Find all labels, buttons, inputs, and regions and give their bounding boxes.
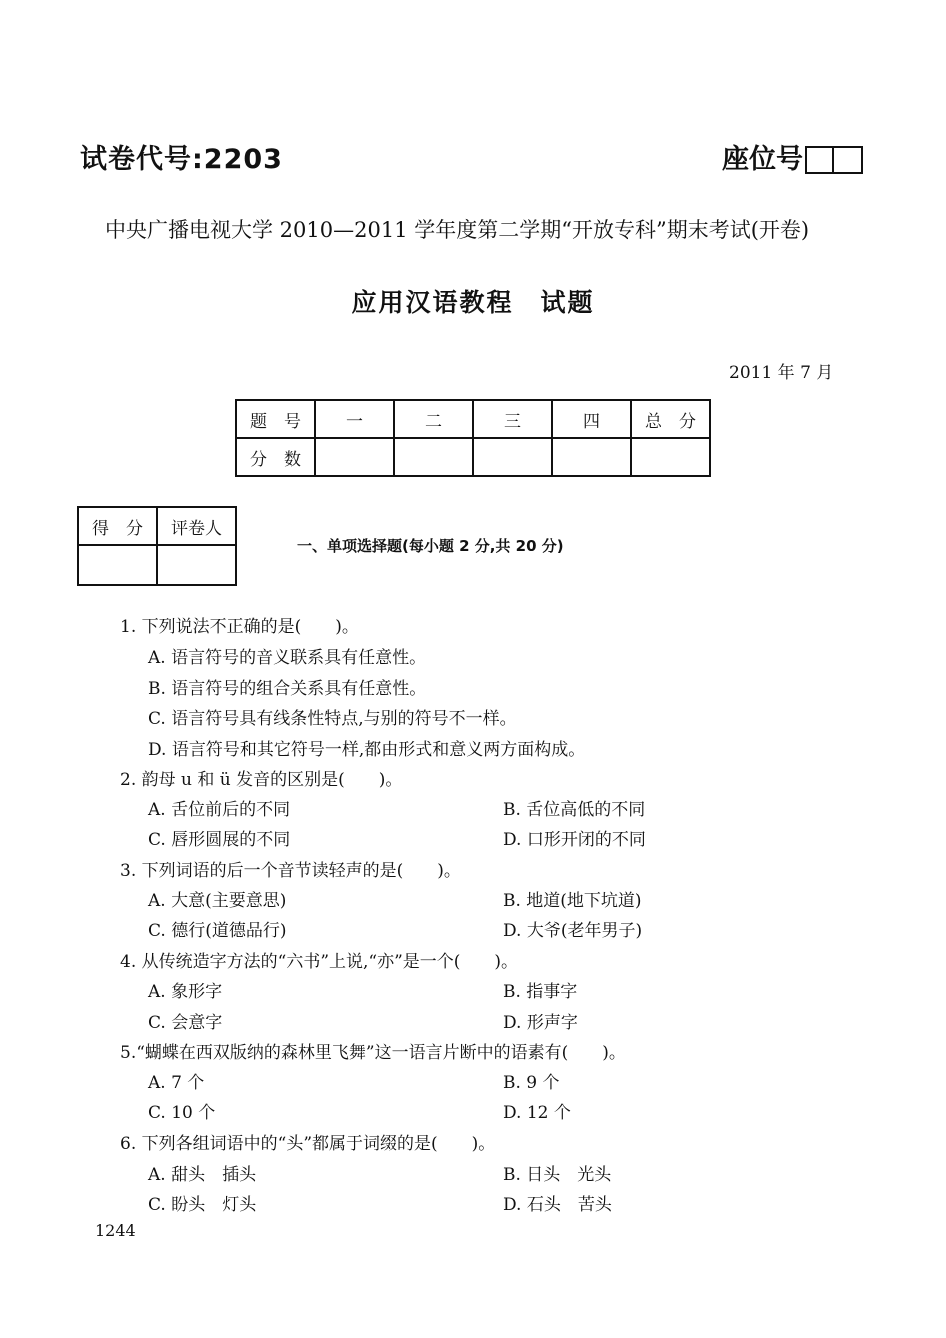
question-option: A. 象形字 [148, 982, 223, 1002]
question-option: D. 石头 苦头 [503, 1195, 612, 1215]
grader-blank [157, 545, 236, 585]
seat-boxes [805, 146, 863, 174]
question-option: B. 语言符号的组合关系具有任意性。 [148, 679, 427, 699]
question-option: B. 舌位高低的不同 [503, 800, 646, 820]
question-option: D. 大爷(老年男子) [503, 921, 643, 941]
score-cell [315, 438, 394, 476]
question-option: D. 形声字 [503, 1013, 578, 1033]
question-option: C. 语言符号具有线条性特点,与别的符号不一样。 [148, 709, 517, 729]
section-title: 一、单项选择题(每小题 2 分,共 20 分) [297, 537, 564, 555]
score-cell [394, 438, 473, 476]
question-option: D. 语言符号和其它符号一样,都由形式和意义两方面构成。 [148, 740, 586, 760]
score-table-col-1: 一 [315, 400, 394, 438]
score-table [235, 399, 711, 477]
score-table-header-row [236, 400, 710, 438]
score-table-col-2: 二 [394, 400, 473, 438]
question-option: C. 盼头 灯头 [148, 1195, 257, 1215]
seat-number [722, 137, 863, 176]
score-blank [78, 545, 157, 585]
grader-table-header-row [78, 507, 236, 545]
question-stem: 5.“蝴蝶在西双版纳的森林里飞舞”这一语言片断中的语素有( )。 [120, 1043, 626, 1063]
university-line: 中央广播电视大学 2010—2011 学年度第二学期“开放专科”期末考试(开卷) [105, 218, 810, 242]
question-option: B. 指事字 [503, 982, 578, 1002]
question-option: D. 口形开闭的不同 [503, 830, 646, 850]
page-number: 1244 [95, 1221, 136, 1240]
score-table-score-label: 分 数 [236, 438, 315, 476]
seat-box [805, 146, 834, 174]
question-stem: 1. 下列说法不正确的是( )。 [120, 617, 359, 637]
score-table-col-3: 三 [473, 400, 552, 438]
question-stem: 6. 下列各组词语中的“头”都属于词缀的是( )。 [120, 1134, 496, 1154]
question-stem: 4. 从传统造字方法的“六书”上说,“亦”是一个( )。 [120, 952, 519, 972]
score-table-col-4: 四 [552, 400, 631, 438]
score-table-label-cell: 题 号 [236, 400, 315, 438]
page-title: 应用汉语教程 试题 [351, 288, 595, 317]
seat-box [834, 146, 863, 174]
grader-label: 评卷人 [157, 507, 236, 545]
exam-date: 2011 年 7 月 [729, 363, 834, 383]
question-option: B. 地道(地下坑道) [503, 891, 642, 911]
question-option: C. 德行(道德品行) [148, 921, 287, 941]
score-cell [473, 438, 552, 476]
question-option: A. 舌位前后的不同 [148, 800, 291, 820]
question-option: D. 12 个 [503, 1103, 571, 1123]
question-option: A. 大意(主要意思) [148, 891, 287, 911]
seat-label: 座位号 [722, 144, 803, 175]
question-option: A. 7 个 [148, 1073, 205, 1093]
question-option: C. 唇形圆展的不同 [148, 830, 291, 850]
grader-table-blank-row [78, 545, 236, 585]
question-option: B. 日头 光头 [503, 1165, 612, 1185]
score-cell [552, 438, 631, 476]
question-option: C. 10 个 [148, 1103, 216, 1123]
question-option: A. 语言符号的音义联系具有任意性。 [148, 648, 427, 668]
question-stem: 2. 韵母 u 和 ü 发音的区别是( )。 [120, 770, 403, 790]
score-label: 得 分 [78, 507, 157, 545]
question-option: A. 甜头 插头 [148, 1165, 257, 1185]
score-table-total: 总 分 [631, 400, 710, 438]
score-cell [631, 438, 710, 476]
grader-table [77, 506, 237, 586]
question-option: C. 会意字 [148, 1013, 223, 1033]
score-table-score-row [236, 438, 710, 476]
question-stem: 3. 下列词语的后一个音节读轻声的是( )。 [120, 861, 461, 881]
exam-code: 试卷代号:2203 [80, 144, 283, 175]
question-option: B. 9 个 [503, 1073, 560, 1093]
